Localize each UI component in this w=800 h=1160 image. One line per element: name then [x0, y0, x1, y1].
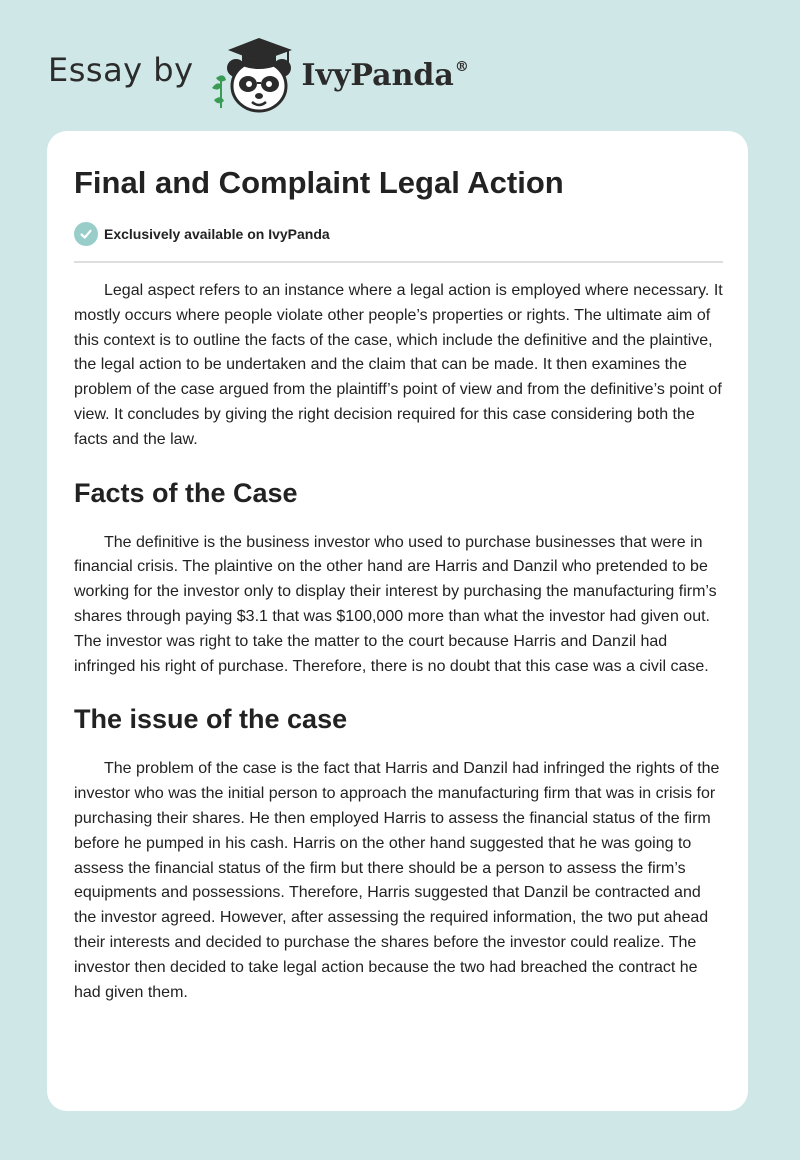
section-paragraph-facts: The definitive is the business investor who used to purchase businesses that were in financial crisis. The plaintive on the other hand are Harris and Danzil who pretended to be working for the investor only to display their interest by purchasing the manufacturing firm’s shares through paying $3.1 that was $100,000 more than what the investor had given out. The investor was right to take the matter to the court because Harris and Danzil had infringed his right of purchase. Therefore, there is no doubt that this case was a civil case.	[74, 533, 717, 675]
registered-mark: ®	[454, 58, 469, 75]
check-circle-icon	[74, 222, 98, 246]
brand-logo-text[interactable]	[302, 58, 469, 93]
article-body	[74, 279, 723, 1005]
intro-paragraph: Legal aspect refers to an instance where a legal action is employed where necessary. It mostly occurs where people violate other people’s properties or rights. The ultimate aim of this context is to outline the facts of the case, which include the definitive and the plaintive, the legal action to be undertaken and the claim that can be made. It then examines the problem of the case argued from the plaintiff’s point of view and from the definitive’s point of view. It concludes by giving the right decision required for this case considering both the facts and the law.	[74, 282, 723, 448]
exclusive-badge-text: Exclusively available on IvyPanda	[104, 226, 330, 242]
section-heading-issue: The issue of the case	[74, 704, 348, 735]
section-paragraph-issue: The problem of the case is the fact that Harris and Danzil had infringed the rights of the investor who was the initial person to approach the manufacturing firm that was in crisis for purchasing their shares. He then employed Harris to assess the financial status of the firm before he pumped in his cash. Harris on the other hand suggested that he was going to assess the financial status of the firm but there should be a person to assess the firm’s equipments and possessions. Therefore, Harris suggested that Danzil be contracted and the investor agreed. However, after assessing the required information, the two put ahead their interests and decided to purchase the shares before the investor could realize. The investor then decided to take legal action because the two had breached the contract he had given them.	[74, 760, 720, 1001]
section-heading-facts: Facts of the Case	[74, 477, 298, 508]
brand-name: IvyPanda	[301, 57, 454, 93]
exclusive-badge	[74, 222, 330, 246]
title-divider	[74, 261, 723, 263]
site-header	[48, 34, 469, 114]
panda-graduate-icon[interactable]	[208, 34, 300, 114]
essay-by-label: Essay by	[48, 51, 194, 89]
article-card	[47, 131, 748, 1111]
article-title: Final and Complaint Legal Action	[74, 165, 564, 200]
